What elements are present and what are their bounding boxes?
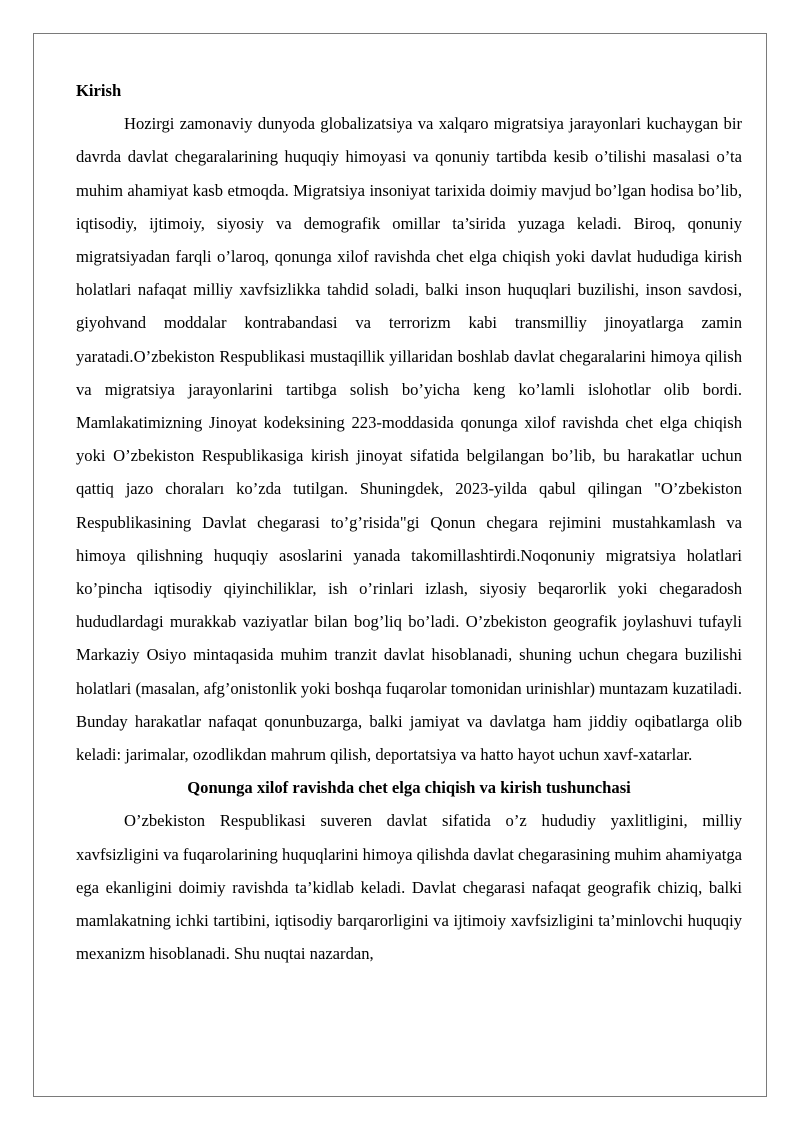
intro-heading: Kirish (76, 81, 122, 100)
section-paragraph: O’zbekiston Respublikasi suveren davlat sifatida o’z hududiy yaxlitligini, milliy xavfsizligini va fuqarolarining huquqlarini himoya qilishda davlat chegarasining muhim ahamiyatga ega ekanligini doimiy ravishda ta’kidlab keladi. Davlat chegarasi nafaqat geografik chiziq, balki mamlakatning ichki tartibini, iqtisodiy barqarorligini va ijtimoiy xavfsizligini ta’minlovchi huquqiy mexanizm hisoblanadi. Shu nuqtai nazardan, (76, 811, 742, 964)
document-body (76, 74, 742, 970)
section-heading: Qonunga xilof ravishda chet elga chiqish va kirish tushunchasi (187, 778, 631, 798)
intro-paragraph: Hozirgi zamonaviy dunyoda globalizatsiya va xalqaro migratsiya jarayonlari kuchaygan bir davrda davlat chegaralarining huquqiy himoyasi va qonuniy tartibda kesib o’tilishi masalasi o’ta muhim ahamiyat kasb etmoqda. Migratsiya insoniyat tarixida doimiy mavjud bo’lgan hodisa bo’lib, iqtisodiy, ijtimoiy, siyosiy va demografik omillar ta’sirida yuzaga keladi. Biroq, qonuniy migratsiyadan farqli o’laroq, qonunga xilof ravishda chet elga chiqish yoki davlat hududiga kirish holatlari nafaqat milliy xavfsizlikka tahdid soladi, balki inson huquqlari buzilishi, inson savdosi, giyohvand moddalar kontrabandasi va terrorizm kabi transmilliy jinoyatlarga zamin yaratadi.O’zbekiston Respublikasi mustaqillik yillaridan boshlab davlat chegaralarini himoya qilish va migratsiya jarayonlarini tartibga solish bo’yicha keng ko’lamli islohotlar olib bordi. Mamlakatimizning Jinoyat kodeksining 223-moddasida qonunga xilof ravishda chet elga chiqish yoki O’zbekiston Respublikasiga kirish jinoyat sifatida belgilangan bo’lib, bu harakatlar uchun qattiq jazo choraları ko’zda tutilgan. Shuningdek, 2023-yilda qabul qilingan "O’zbekiston Respublikasining Davlat chegarasi to’g’risida"gi Qonun chegara rejimini mustahkamlash va himoya qilishning huquqiy asoslarini yanada takomillashtirdi.Noqonuniy migratsiya holatlari ko’pincha iqtisodiy qiyinchiliklar, ish o’rinlari izlash, siyosiy beqarorlik yoki chegaradosh hududlardagi murakkab vaziyatlar bilan bog’liq bo’ladi. O’zbekiston geografik joylashuvi tufayli Markaziy Osiyo mintaqasida muhim tranzit davlat hisoblanadi, shuning uchun chegara buzilishi holatlari (masalan, afg’onistonlik yoki boshqa fuqarolar tomonidan urinishlar) muntazam kuzatiladi. Bunday harakatlar nafaqat qonunbuzarga, balki jamiyat va davlatga ham jiddiy oqibatlarga olib keladi: jarimalar, ozodlikdan mahrum qilish, deportatsiya va hatto hayot uchun xavf-xatarlar. (76, 114, 742, 765)
